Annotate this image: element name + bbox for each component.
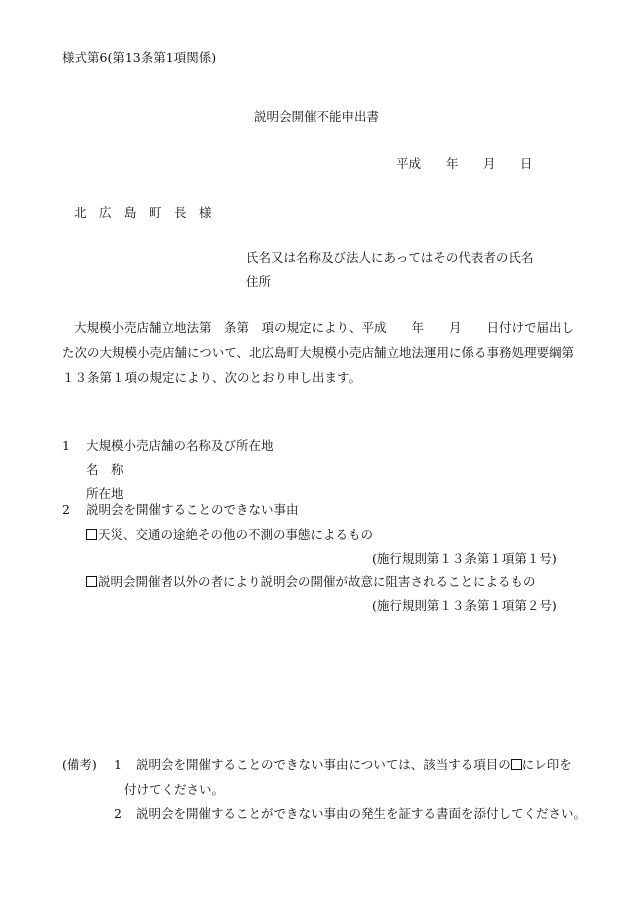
item1-heading: 大規模小売店舗の名称及び所在地 (86, 438, 274, 453)
date-year-unit: 年 (446, 156, 459, 171)
item2-option1-ref: (施行規則第１３条第１項第１号) (372, 551, 557, 566)
page-title: 説明会開催不能申出書 (254, 109, 380, 124)
body-line: 大規模小売店舗立地法第 条第 項の規定により、平成 年 月 日付けで届出し (74, 320, 575, 335)
date-era: 平成 (396, 156, 422, 171)
remarks-note1-number: 1 (114, 757, 122, 772)
checkbox-icon[interactable] (86, 529, 97, 540)
form-label: 様式第6(第13条第1項関係) (62, 50, 217, 65)
item1-location-label: 所在地 (86, 486, 124, 501)
remarks-note1-part1: 説明会を開催することのできない事由については、該当する項目の (136, 757, 511, 772)
addressee: 北 広 島 町 長 様 (74, 205, 212, 220)
applicant-name-label: 氏名又は名称及び法人にあってはその代表者の氏名 (246, 250, 534, 265)
remarks-note2: 説明会を開催することができない事由の発生を証する書面を添付してください。 (136, 806, 587, 821)
item2-option1-label: 天災、交通の途絶その他の不測の事態によるもの (98, 527, 374, 542)
item2-option1 (86, 529, 373, 542)
remarks-note1 (136, 759, 572, 772)
remarks-note1-cont: 付けてください。 (124, 782, 225, 797)
remarks-label: (備考) (62, 757, 97, 772)
body-line: た次の大規模小売店舗について、北広島町大規模小売店舗立地法運用に係る事務処理要綱第 (62, 345, 575, 360)
date-day-unit: 日 (520, 156, 533, 171)
checkbox-icon[interactable] (86, 576, 97, 587)
remarks-note1-part2: にレ印を (521, 757, 572, 772)
item1-number: 1 (62, 438, 70, 453)
body-line: １３条第１項の規定により、次のとおり申し出ます。 (62, 370, 362, 385)
applicant-address-label: 住所 (246, 274, 272, 289)
item1-name-label: 名 称 (86, 462, 124, 477)
item2-option2-ref: (施行規則第１３条第１項第２号) (372, 598, 557, 613)
remarks-note2-number: 2 (114, 806, 122, 821)
item2-heading: 説明会を開催することのできない事由 (86, 502, 299, 517)
item2-option2-label: 説明会開催者以外の者により説明会の開催が故意に阻害されることによるもの (98, 574, 536, 589)
item2-option2 (86, 576, 536, 589)
item2-number: 2 (62, 502, 70, 517)
date-month-unit: 月 (483, 156, 496, 171)
checkbox-icon (511, 759, 522, 770)
